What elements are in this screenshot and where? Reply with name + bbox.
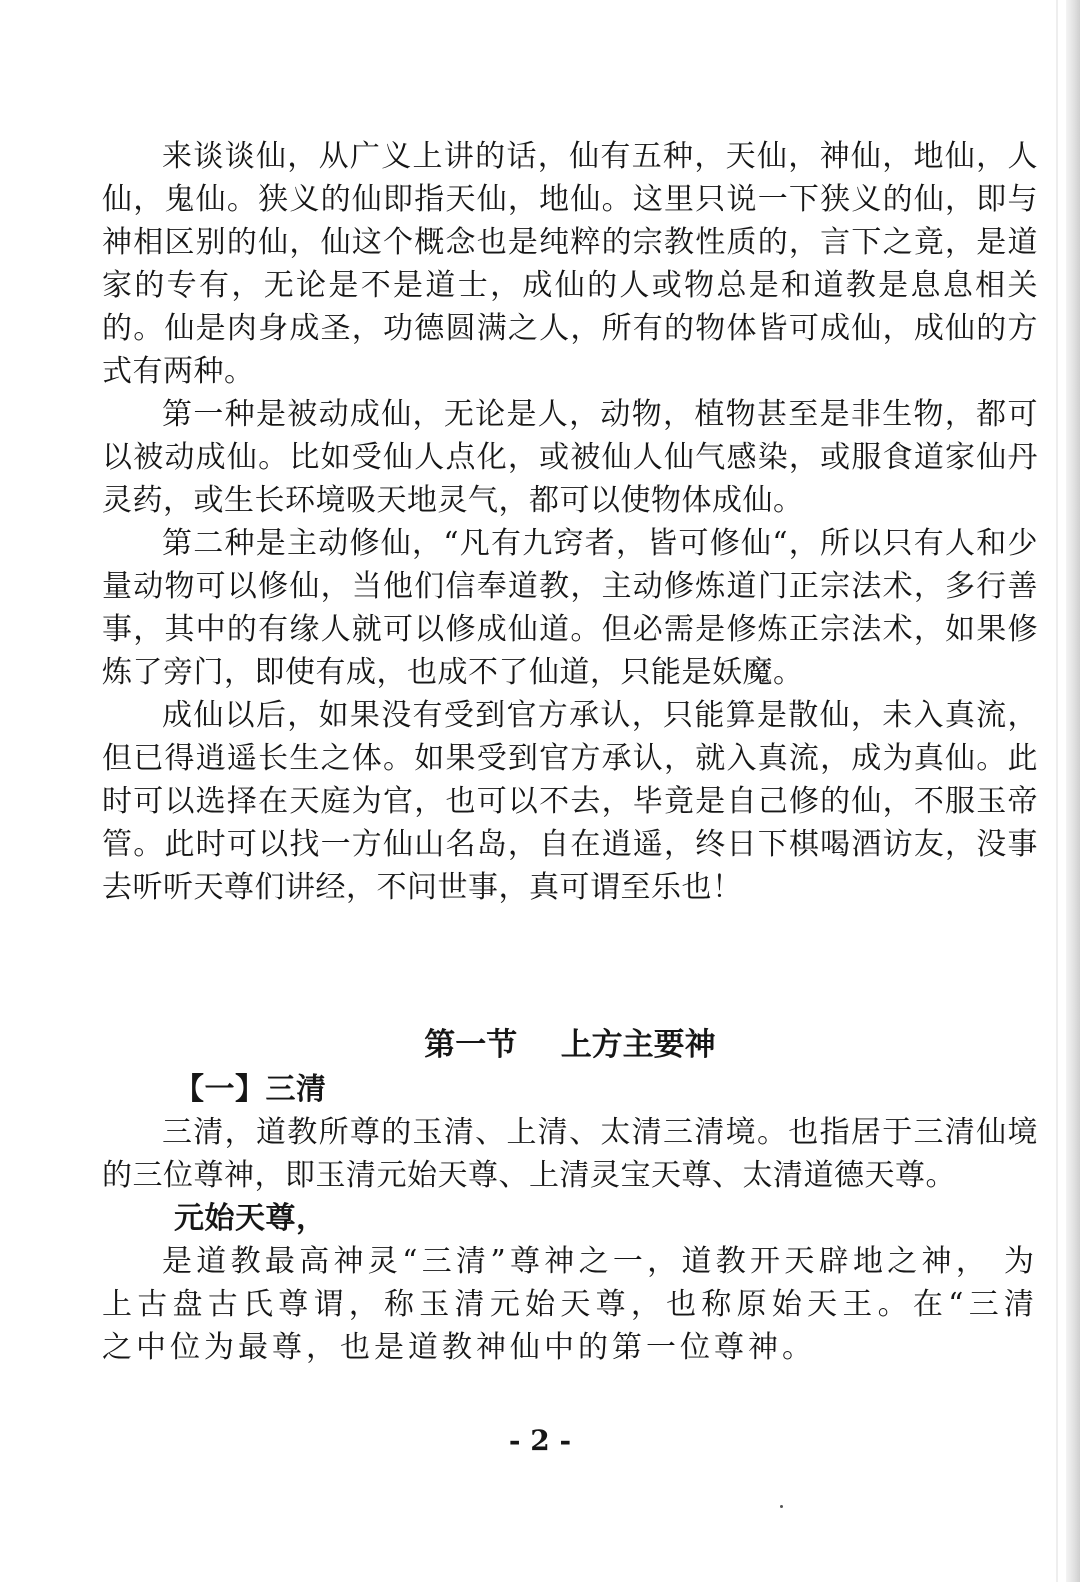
paragraph-passive-immortality: 第一种是被动成仙，无论是人，动物，植物甚至是非生物，都可以被动成仙。比如受仙人点化，或被仙人仙气感染，或服食道家仙丹灵药，或生长环境吸天地灵气，都可以使物体成仙。 xyxy=(102,397,1038,518)
paragraph-three-pure-ones: 三清，道教所尊的玉清、上清、太清三清境。也指居于三清仙境的三位尊神，即玉清元始天尊、上清灵宝天尊、太清道德天尊。 xyxy=(102,1115,1038,1193)
paragraph-active-cultivation: 第二种是主动修仙，“凡有九窍者，皆可修仙“，所以只有人和少量动物可以修仙，当他们信奉道教，主动修炼道门正宗法术，多行善事，其中的有缘人就可以修成仙道。但必需是修炼正宗法术，如果修炼了旁门，即使有成，也成不了仙道，只能是妖魔。 xyxy=(102,526,1038,690)
deity-name: 元始天尊， xyxy=(174,1201,327,1236)
section-number: 第一节 xyxy=(424,1027,518,1063)
page-number: - 2 - xyxy=(508,1424,572,1457)
section-heading xyxy=(102,1024,1038,1067)
body-text-bottom xyxy=(102,1068,1038,1369)
paragraph-yuanshi-tianzun: 是道教最高神灵“三清”尊神之一，道教开天辟地之神， 为上古盘古氏尊谓，称玉清元始天尊，也称原始天王。在“三清之中位为最尊，也是道教神仙中的第一位尊神。 xyxy=(102,1244,1038,1365)
paragraph-immortals-intro: 来谈谈仙，从广义上讲的话，仙有五种，天仙，神仙，地仙，人仙，鬼仙。狭义的仙即指天仙，地仙。这里只说一下狭义的仙，即与神相区别的仙，仙这个概念也是纯粹的宗教性质的，言下之竟，是道家的专有，无论是不是道士，成仙的人或物总是和道教是息息相关的。仙是肉身成圣，功德圆满之人，所有的物体皆可成仙，成仙的方式有两种。 xyxy=(102,139,1038,389)
subsection-heading: 【一】三清 xyxy=(174,1072,327,1107)
paragraph-after-immortality: 成仙以后，如果没有受到官方承认，只能算是散仙，未入真流，但已得逍遥长生之体。如果受到官方承认，就入真流，成为真仙。此时可以选择在天庭为官，也可以不去，毕竟是自己修的仙，不服玉帝管。此时可以找一方仙山名岛，自在逍遥，终日下棋喝酒访友，没事去听听天尊们讲经，不问世事，真可谓至乐也！ xyxy=(102,698,1038,905)
body-text-top xyxy=(102,135,1038,909)
section-title: 上方主要神 xyxy=(560,1027,716,1063)
scan-speck xyxy=(780,1505,783,1508)
scan-edge-line xyxy=(1056,0,1058,1582)
scan-edge-shadow xyxy=(1066,0,1080,1582)
